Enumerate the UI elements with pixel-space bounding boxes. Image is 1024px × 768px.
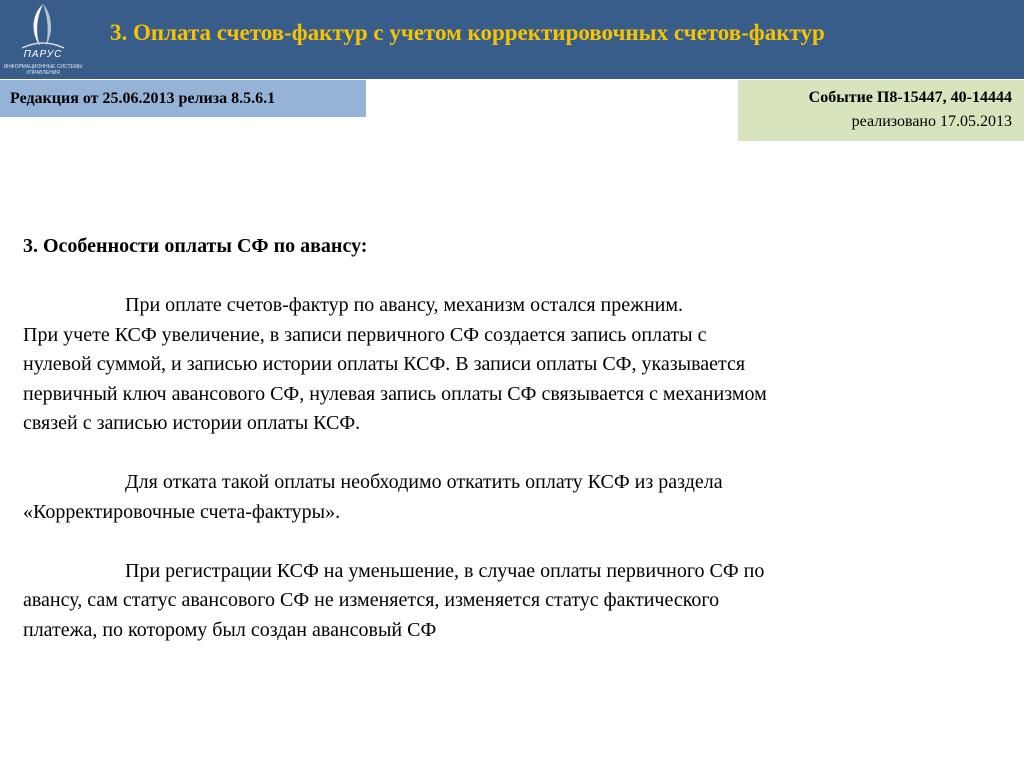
paragraph-3-first-line: При регистрации КСФ на уменьшение, в случае оплаты первичного СФ по [125,559,765,582]
spacer [23,439,1003,469]
spacer [23,527,1003,557]
logo [2,2,84,76]
edition-box [0,80,366,117]
paragraph-3-line: платежа, по которому был создан авансовый СФ [23,618,437,641]
content-body [23,232,1003,645]
page-title: 3. Оплата счетов-фактур с учетом корректировочных счетов-фактур [110,20,825,45]
paragraph-3-line: авансу, сам статус авансового СФ не изменяется, изменяется статус фактического [23,589,720,611]
paragraph-1-line: первичный ключ авансового СФ, нулевая запись оплаты СФ связывается с механизмом [23,382,767,405]
edition-text: Редакция от 25.06.2013 релиза 8.5.6.1 [10,90,276,107]
header-bar [0,0,1024,79]
event-date: реализовано 17.05.2013 [851,113,1012,130]
paragraph-2-line: «Корректировочные счета-фактуры». [23,500,341,523]
logo-subtitle: ИНФОРМАЦИОННЫЕ СИСТЕМЫ УПРАВЛЕНИЯ [3,64,83,76]
paragraph-2-first-line: Для отката такой оплаты необходимо откатить оплату КСФ из раздела [125,471,723,493]
event-box [738,80,1024,141]
sail-icon [2,2,84,52]
paragraph-1-line: При учете КСФ увеличение, в записи первичного СФ создается запись оплаты с [23,323,707,346]
section-heading: 3. Особенности оплаты СФ по авансу: [23,235,368,257]
logo-name: ПАРУС [23,49,63,60]
event-id: Событие П8-15447, 40-14444 [808,89,1012,106]
paragraph-1-first-line: При оплате счетов-фактур по авансу, механизм остался прежним. [125,294,684,316]
paragraph-1-line: связей с записью истории оплаты КСФ. [23,412,361,434]
paragraph-1-line: нулевой суммой, и записью истории оплаты КСФ. В записи оплаты СФ, указывается [23,353,746,375]
